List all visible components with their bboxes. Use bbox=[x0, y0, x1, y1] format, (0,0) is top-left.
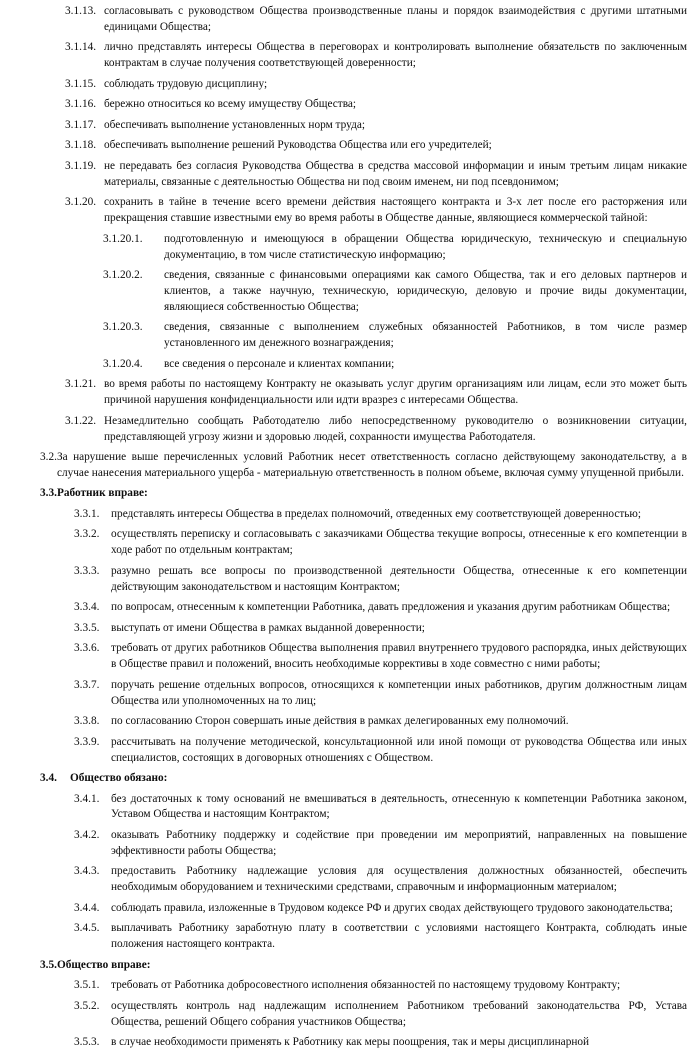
clause-number: 3.3.9. bbox=[74, 735, 100, 748]
clause-text: требовать от других работников Общества выполнения правил внутреннего трудового распорядка, иных действующих в Обществе правил и положений, вносить необходимые коррективы в ходе совместно с ними работы; bbox=[111, 642, 687, 671]
clause-paragraph bbox=[13, 357, 687, 373]
clause-paragraph bbox=[13, 864, 687, 896]
clause-number: 3.5.1. bbox=[74, 979, 100, 992]
clause-paragraph bbox=[13, 564, 687, 596]
clause-number: 3.4. bbox=[40, 772, 57, 784]
clause-paragraph bbox=[13, 118, 687, 134]
clause-number: 3.1.20.4. bbox=[103, 357, 143, 370]
clause-text: За нарушение выше перечисленных условий Работник несет ответственность согласно действующему законодательству, а в случае нанесения материального ущерба - материальную ответственность в полном объеме, включая сумму упущенной прибыли. bbox=[56, 451, 687, 479]
clause-number: 3.5. bbox=[40, 958, 57, 971]
clause-number: 3.1.13. bbox=[65, 5, 97, 17]
clause-number: 3.3.8. bbox=[74, 715, 100, 728]
clause-text: предоставить Работнику надлежащие условия для осуществления должностных обязанностей, обеспечить необходимым оборудованием и техническими средствами, справочным и информационным материалом; bbox=[111, 865, 687, 894]
document-body bbox=[13, 4, 687, 1051]
section-heading bbox=[13, 771, 687, 787]
clause-number: 3.3.4. bbox=[74, 601, 100, 614]
clause-number: 3.3.1. bbox=[74, 507, 100, 520]
clause-text: обеспечивать выполнение решений Руководства Общества или его учредителей; bbox=[104, 139, 492, 152]
clause-number: 3.1.20. bbox=[65, 196, 97, 209]
clause-text: сохранить в тайне в течение всего времени действия настоящего контракта и 3-х лет после его расторжения или прекращения ставшие известными ему во время работы в Обществе данные, являющиеся коммерческой тайной: bbox=[104, 196, 687, 225]
clause-text: в случае необходимости применять к Работнику как меры поощрения, так и меры дисциплинарной bbox=[111, 1036, 590, 1049]
clause-text: бережно относиться ко всему имуществу Общества; bbox=[104, 98, 357, 111]
clause-paragraph bbox=[13, 735, 687, 767]
clause-text: по вопросам, отнесенным к компетенции Работника, давать предложения и указания другим работникам Общества; bbox=[111, 601, 671, 614]
clause-text: лично представлять интересы Общества в переговорах и контролировать выполнение обязательств по заключенным контрактам в случае получения соответствующей доверенности; bbox=[104, 41, 687, 70]
clause-number: 3.3.3. bbox=[74, 564, 100, 577]
clause-number: 3.4.4. bbox=[74, 901, 100, 914]
clause-text: осуществлять контроль над надлежащим исполнением Работником требований законодательства РФ, Устава Общества, решений Общего собрания участников Общества; bbox=[111, 999, 687, 1028]
clause-paragraph bbox=[13, 678, 687, 710]
clause-paragraph bbox=[13, 621, 687, 637]
clause-number: 3.4.2. bbox=[74, 828, 100, 841]
clause-text: Незамедлительно сообщать Работодателю либо непосредственному руководителю о возникновении ситуации, представляющей угрозу жизни и здоровью людей, сохранности имущества Работодателя. bbox=[104, 414, 687, 443]
clause-paragraph bbox=[13, 232, 687, 264]
clause-text: представлять интересы Общества в пределах полномочий, отведенных ему соответствующей доверенностью; bbox=[111, 507, 642, 520]
clause-text: не передавать без согласия Руководства Общества в средства массовой информации и иным третьим лицам никакие материалы, связанные с деятельностью Общества ни под своим именем, ни под псевдонимом; bbox=[104, 159, 687, 188]
clause-paragraph bbox=[13, 159, 687, 191]
clause-paragraph bbox=[13, 40, 687, 72]
clause-text: по согласованию Сторон совершать иные действия в рамках делегированных ему полномочий. bbox=[111, 715, 569, 728]
clause-paragraph bbox=[13, 97, 687, 113]
clause-paragraph bbox=[13, 450, 687, 482]
clause-text: Работник вправе: bbox=[56, 487, 148, 500]
clause-text: сведения, связанные с финансовыми операциями как самого Общества, так и его деловых партнеров и клиентов, а также научную, техническую, юридическую, деловую и прочие виды документации, являющиеся собственностью Общества; bbox=[164, 269, 687, 313]
clause-number: 3.3.5. bbox=[74, 621, 100, 634]
clause-text: осуществлять переписку и согласовывать с заказчиками Общества текущие вопросы, отнесенные к его компетенции в ходе работ по отдельным контрактам; bbox=[111, 528, 687, 557]
clause-paragraph bbox=[13, 792, 687, 824]
clause-number: 3.3.6. bbox=[74, 642, 100, 655]
clause-text: соблюдать трудовую дисциплину; bbox=[104, 77, 268, 90]
clause-number: 3.1.16. bbox=[65, 98, 97, 111]
clause-text: выплачивать Работнику заработную плату в соответствии с условиями настоящего Контракта, соблюдать иные положения настоящего контракта. bbox=[111, 922, 687, 951]
clause-paragraph bbox=[13, 414, 687, 446]
clause-paragraph bbox=[13, 714, 687, 730]
clause-number: 3.4.5. bbox=[74, 922, 100, 935]
clause-paragraph bbox=[13, 641, 687, 673]
clause-number: 3.1.20.1. bbox=[103, 232, 143, 245]
clause-paragraph bbox=[13, 1035, 687, 1051]
clause-text: Общество обязано: bbox=[70, 772, 168, 784]
clause-text: во время работы по настоящему Контракту не оказывать услуг другим организациям или лицам, если это может быть причиной нарушения конфиденциальности или идти вразрез с интересами Общества. bbox=[104, 378, 687, 407]
clause-number: 3.5.2. bbox=[74, 999, 100, 1012]
clause-text: оказывать Работнику поддержку и содействие при проведении им мероприятий, направленных на повышение эффективности работы Общества; bbox=[111, 828, 687, 857]
clause-number: 3.1.19. bbox=[65, 159, 97, 172]
clause-paragraph bbox=[13, 527, 687, 559]
clause-text: требовать от Работника добросовестного исполнения обязанностей по настоящему трудовому Контракту; bbox=[111, 979, 621, 992]
clause-paragraph bbox=[13, 600, 687, 616]
clause-paragraph bbox=[13, 921, 687, 953]
clause-paragraph bbox=[13, 377, 687, 409]
clause-paragraph bbox=[13, 999, 687, 1031]
clause-text: обеспечивать выполнение установленных норм труда; bbox=[104, 118, 365, 131]
clause-text: поручать решение отдельных вопросов, относящихся к компетенции иных работников, другим должностным лицам Общества или уполномоченных на то лиц; bbox=[111, 678, 687, 707]
clause-number: 3.4.1. bbox=[74, 792, 100, 805]
clause-text: разумно решать все вопросы по производственной деятельности Общества, отнесенные к его компетенции действующим законодательством и настоящим Контрактом; bbox=[111, 564, 687, 593]
clause-number: 3.4.3. bbox=[74, 865, 100, 878]
clause-number: 3.5.3. bbox=[74, 1036, 100, 1049]
clause-paragraph bbox=[13, 507, 687, 523]
clause-text: все сведения о персонале и клиентах компании; bbox=[164, 357, 395, 370]
clause-paragraph bbox=[13, 978, 687, 994]
clause-paragraph bbox=[13, 901, 687, 917]
clause-number: 3.1.14. bbox=[65, 41, 97, 54]
clause-number: 3.1.17. bbox=[65, 118, 97, 131]
clause-number: 3.3.7. bbox=[74, 678, 100, 691]
section-heading bbox=[13, 958, 687, 974]
clause-text: согласовывать с руководством Общества производственные планы и порядок взаимодействия с другими штатными единицами Общества; bbox=[104, 5, 687, 33]
clause-paragraph bbox=[13, 4, 687, 36]
clause-text: рассчитывать на получение методической, консультационной или иной помощи от руководства Общества или иных специалистов, состоящих в договорных отношениях с Обществом. bbox=[111, 735, 687, 764]
clause-number: 3.1.22. bbox=[65, 414, 97, 427]
clause-text: выступать от имени Общества в рамках выданной доверенности; bbox=[111, 621, 425, 634]
clause-number: 3.2. bbox=[40, 451, 57, 464]
clause-text: Общество вправе: bbox=[56, 958, 151, 971]
clause-number: 3.1.20.2. bbox=[103, 269, 143, 282]
clause-text: соблюдать правила, изложенные в Трудовом кодексе РФ и других сводах действующего трудового законодательства; bbox=[111, 901, 673, 914]
clause-paragraph bbox=[13, 828, 687, 860]
clause-paragraph bbox=[13, 138, 687, 154]
clause-number: 3.1.18. bbox=[65, 139, 97, 152]
clause-paragraph bbox=[13, 320, 687, 352]
clause-paragraph bbox=[13, 195, 687, 227]
clause-number: 3.1.20.3. bbox=[103, 321, 143, 334]
clause-text: сведения, связанные с выполнением служебных обязанностей Работников, в том числе размер установленного им денежного вознаграждения; bbox=[164, 321, 687, 350]
clause-text: подготовленную и имеющуюся в обращении Общества юридическую, техническую и специальную документацию, в том числе статистическую информацию; bbox=[164, 232, 687, 261]
clause-number: 3.3. bbox=[40, 487, 57, 500]
section-heading bbox=[13, 486, 687, 502]
clause-number: 3.1.15. bbox=[65, 77, 97, 90]
clause-text: без достаточных к тому оснований не вмешиваться в деятельность, отнесенную к компетенции Работника законом, Уставом Общества и настоящим Контрактом; bbox=[111, 792, 687, 821]
clause-number: 3.3.2. bbox=[74, 528, 100, 541]
clause-paragraph bbox=[13, 268, 687, 316]
clause-paragraph bbox=[13, 77, 687, 93]
clause-number: 3.1.21. bbox=[65, 378, 97, 391]
